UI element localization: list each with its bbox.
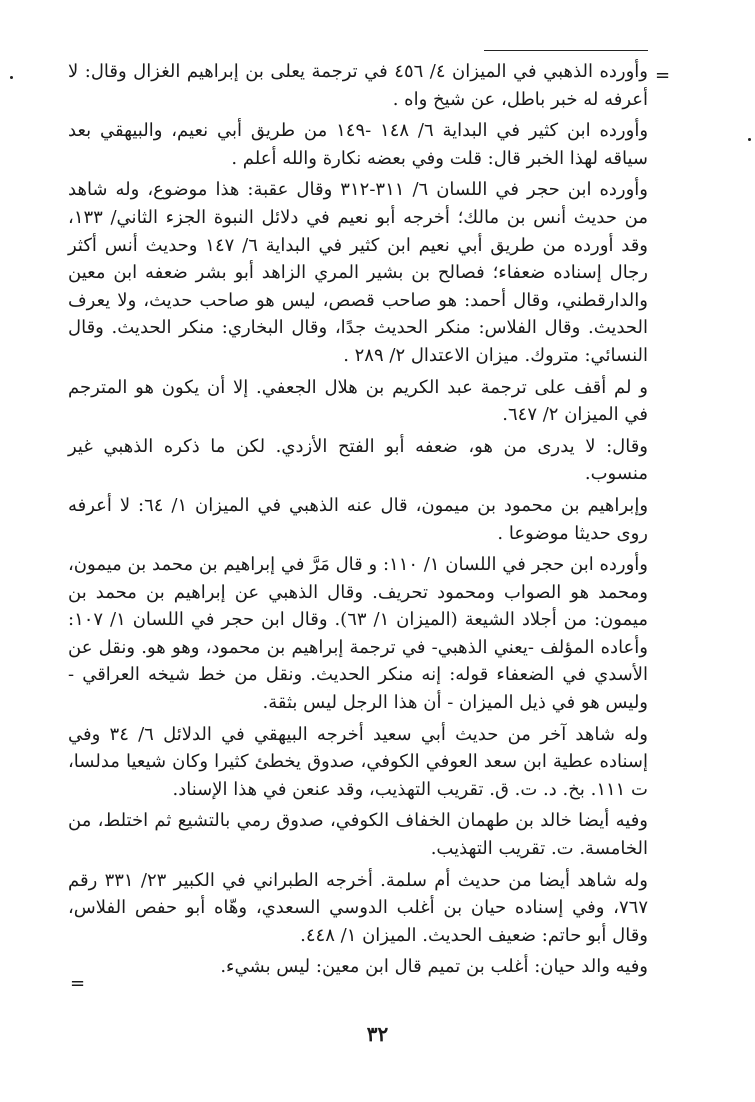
footnote-paragraph: وله شاهد أيضا من حديث أم سلمة. أخرجه الطبراني في الكبير ٢٣/ ٣٣١ رقم ٧٦٧، وفي إسناده حيان بن أغلب الدوسي السعدي، وهّاه أبو حفص الفلاس، وقال أبو حاتم: ضعيف الحديث. الميزان ١/ ٤٤٨. xyxy=(68,869,648,946)
continuation-mark-start: = xyxy=(655,65,671,86)
footnote-paragraph: وأورده ابن كثير في البداية ٦/ ١٤٨ -١٤٩ من طريق أبي نعيم، والبيهقي بعد سياقه لهذا الخبر قال: قلت وفي بعضه نكارة والله أعلم . xyxy=(68,120,649,169)
footnote-text-column xyxy=(68,58,648,985)
page-number: ٣٢ xyxy=(366,1022,389,1046)
footnote-separator-rule xyxy=(484,50,648,51)
footnote-paragraph: و لم أقف على ترجمة عبد الكريم بن هلال الجعفي. إلا أن يكون هو المترجم في الميزان ٢/ ٦٤٧. xyxy=(68,376,648,426)
footnote-paragraph: وأورده ابن حجر في اللسان ٦/ ٣١١-٣١٢ وقال عقبة: هذا موضوع، وله شاهد من حديث أنس بن مالك؛ أخرجه أبو نعيم في دلائل النبوة الجزء الثاني/ ١٣٣، وقد أورده من طريق أبي نعيم ابن كثير في البداية ٦/ ١٤٧ وحديث أنس أكثر رجال إسناده ضعفاء؛ فصالح بن بشير المري الزاهد أبو بشر ضعفه ابن معين والدارقطني، وقال أحمد: هو صاحب قصص، ليس هو صاحب حديث، ولا يعرف الحديث. وقال الفلاس: منكر الحديث جدًا، وقال البخاري: منكر الحديث. وقال النسائي: متروك. ميزان الاعتدال ٢/ ٢٨٩ . xyxy=(68,179,648,366)
footnote-paragraph: وأورده الذهبي في الميزان ٤/ ٤٥٦ في ترجمة يعلى بن إبراهيم الغزال وقال: لا أعرفه له خبر باطل، عن شيخ واه . xyxy=(68,61,648,110)
continuation-mark-end: = xyxy=(70,973,86,994)
footnote-paragraph: وإبراهيم بن محمود بن ميمون، قال عنه الذهبي في الميزان ١/ ٦٤: لا أعرفه روى حديثا موضوعا . xyxy=(68,494,649,544)
footnote-paragraph: وله شاهد آخر من حديث أبي سعيد أخرجه البيهقي في الدلائل ٦/ ٣٤ وفي إسناده عطية ابن سعد العوفي الكوفي، صدوق يخطئ كثيرا وكان شيعيا مدلسا، ت ١١١. بخ. د. ت. ق. تقريب التهذيب، وقد عنعن في هذا الإسناد. xyxy=(68,723,648,800)
footnote-paragraph: وقال: لا يدرى من هو، ضعفه أبو الفتح الأزدي. لكن ما ذكره الذهبي غير منسوب. xyxy=(68,435,648,485)
footnote-paragraph: وأورده ابن حجر في اللسان ١/ ١١٠: و قال مَرَّ في إبراهيم بن محمد بن ميمون، ومحمد هو الصواب ومحمود تحريف. وقال الذهبي عن إبراهيم بن محمد بن ميمون: من أجلاد الشيعة (الميزان ١/ ٦٣). وقال ابن حجر في اللسان ١/ ١٠٧: وأعاده المؤلف -يعني الذهبي- في ترجمة إبراهيم بن محمود، وهو هو. ونقل عن الأسدي في الضعفاء قوله: إنه منكر الحديث. ونقل من خط شيخه العراقي - وليس هو في ذيل الميزان - أن هذا الرجل ليس بثقة. xyxy=(68,554,649,714)
margin-speck xyxy=(748,138,751,141)
margin-speck xyxy=(10,76,13,79)
footnote-paragraph: وفيه والد حيان: أغلب بن تميم قال ابن معين: ليس بشيء. xyxy=(220,956,648,978)
footnote-paragraph: وفيه أيضا خالد بن طهمان الخفاف الكوفي، صدوق رمي بالتشيع ثم اختلط، من الخامسة. ت. تقريب التهذيب. xyxy=(68,810,648,860)
